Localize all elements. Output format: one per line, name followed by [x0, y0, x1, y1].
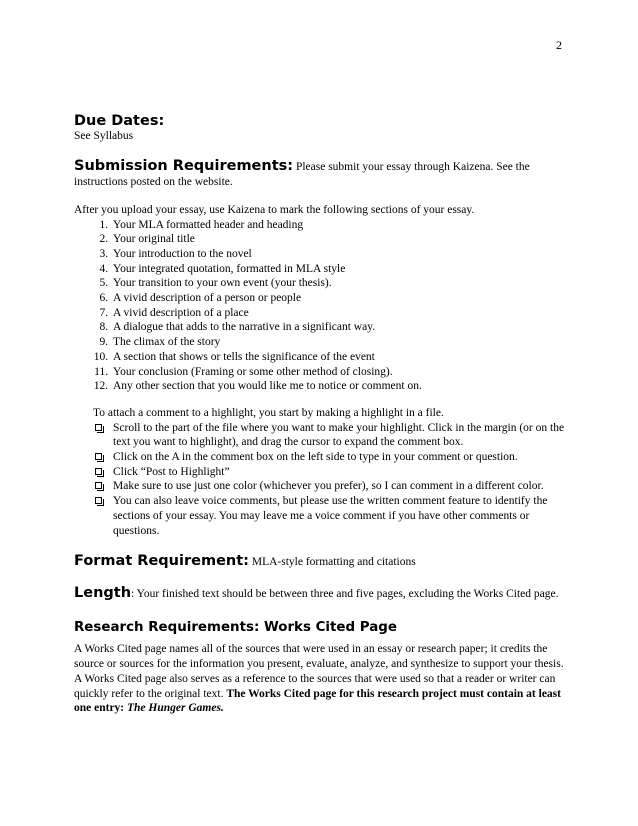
checkbox-icon [95, 497, 102, 504]
research-heading: Research Requirements: Works Cited Page [74, 619, 397, 635]
length-section [74, 586, 566, 602]
due-dates-heading: Due Dates: [74, 113, 165, 129]
list-item: 10. A section that shows or tells the significance of the event [111, 350, 566, 365]
checklist-item [93, 421, 566, 450]
research-paragraph [74, 642, 566, 716]
list-item: 8. A dialogue that adds to the narrative in a significant way. [111, 320, 566, 335]
submission-heading: Submission Requirements: [74, 158, 294, 175]
checklist-item [93, 465, 566, 480]
list-item: 5. Your transition to your own event (your thesis). [111, 276, 566, 291]
research-bold-text: The Works Cited page for this research project must contain at least one entry: [74, 687, 561, 715]
submission-section [74, 159, 566, 189]
due-dates-text: See Syllabus [74, 129, 134, 142]
checklist-item-text: Make sure to use just one color (whichever you prefer), so I can comment in a different color. [113, 480, 544, 493]
format-heading: Format Requirement: [74, 553, 249, 570]
checklist-item [93, 450, 566, 465]
checklist-item-text: You can also leave voice comments, but please use the written comment feature to identify the sections of your essay. You may leave me a voice comment if you have other comments or questions. [113, 495, 548, 537]
submission-text: Please submit your essay through Kaizena. See the instructions posted on the website. [74, 161, 530, 189]
checkbox-icon [95, 424, 102, 431]
list-item: 6. A vivid description of a person or people [111, 291, 566, 306]
list-item: 1. Your MLA formatted header and heading [111, 218, 566, 233]
page-number: 2 [556, 38, 562, 52]
steps-checklist [74, 421, 566, 539]
list-item: 11. Your conclusion (Framing or some other method of closing). [111, 365, 566, 380]
list-item: 9. The climax of the story [111, 335, 566, 350]
list-item: 7. A vivid description of a place [111, 306, 566, 321]
format-section [74, 554, 566, 570]
list-item: 12. Any other section that you would like me to notice or comment on. [111, 379, 566, 394]
checkbox-icon [95, 482, 102, 489]
list-item: 4. Your integrated quotation, formatted in MLA style [111, 262, 566, 277]
checklist-item-text: Scroll to the part of the file where you want to make your highlight. Click in the margin (or on the text you want to highlight), and drag the cursor to expand the comment box. [113, 421, 565, 449]
checklist-item [93, 479, 566, 494]
page-content [74, 114, 566, 716]
checklist-item-text: Click “Post to Highlight” [113, 465, 230, 478]
list-item: 2. Your original title [111, 232, 566, 247]
attach-intro: To attach a comment to a highlight, you start by making a highlight in a file. [93, 406, 444, 419]
length-text: : Your finished text should be between three and five pages, excluding the Works Cited page. [131, 587, 559, 600]
checkbox-icon [95, 468, 102, 475]
checklist-item [93, 494, 566, 538]
research-text: A Works Cited page names all of the sources that were used in an essay or research paper; it credits the source or sources for the information you present, evaluate, analyze, and synthesize to support your thesis. A Works Cited page also serves as a reference to the sources that were used so that a reader or writer can quickly refer to the original text. [74, 643, 564, 700]
checklist-item-text: Click on the A in the comment box on the left side to type in your comment or question. [113, 451, 518, 464]
length-heading: Length [74, 584, 132, 601]
research-bold-italic-text: The Hunger Games. [127, 702, 224, 715]
list-item: 3. Your introduction to the novel [111, 247, 566, 262]
sections-list [74, 218, 566, 394]
checkbox-icon [95, 453, 102, 460]
submission-intro: After you upload your essay, use Kaizena to mark the following sections of your essay. [74, 203, 475, 216]
format-text: MLA-style formatting and citations [251, 556, 416, 569]
